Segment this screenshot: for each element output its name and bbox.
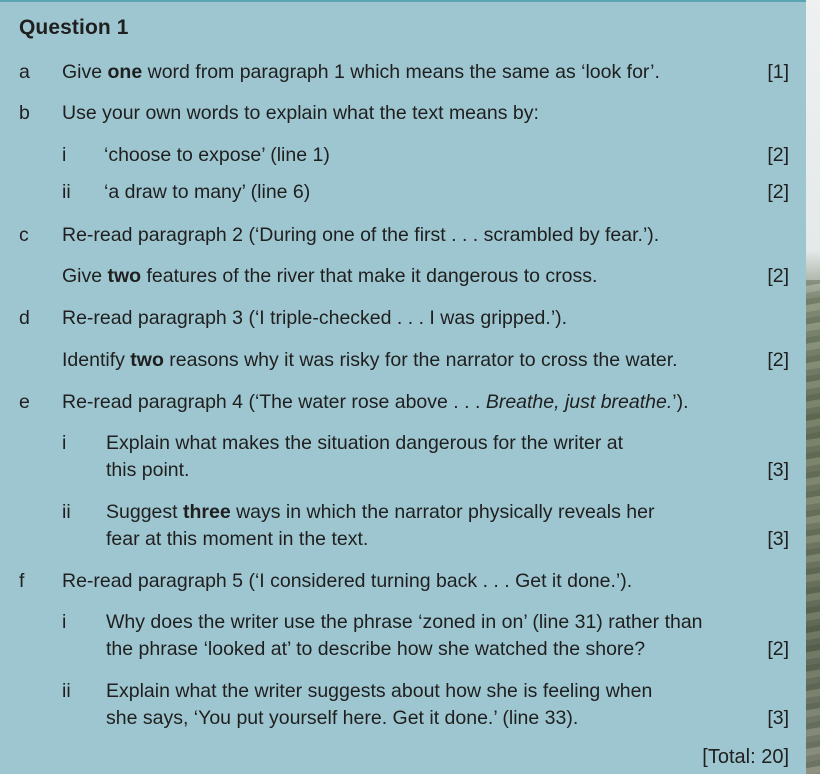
- question-e-ii-line1: Suggest three ways in which the narrator physically reveals her: [106, 501, 655, 523]
- background-landscape-photo: [805, 0, 820, 774]
- question-b-i-marks: [2]: [767, 144, 789, 166]
- question-f-ii-line1: Explain what the writer suggests about how she is feeling when: [106, 680, 653, 702]
- question-d-label: d: [19, 307, 30, 329]
- question-a-label: a: [19, 61, 30, 83]
- question-f-ii-label: ii: [62, 680, 71, 702]
- question-b-ii-text: ‘a draw to many’ (line 6): [104, 181, 311, 203]
- question-f-i-line1: Why does the writer use the phrase ‘zoned in on’ (line 31) rather than: [106, 611, 703, 633]
- question-e-ii-line2: fear at this moment in the text.: [106, 528, 369, 550]
- question-e-label: e: [19, 391, 30, 413]
- question-d-task-text: Identify two reasons why it was risky for the narrator to cross the water.: [62, 349, 678, 371]
- question-b-i-label: i: [62, 144, 67, 166]
- question-c-task-text: Give two features of the river that make it dangerous to cross.: [62, 265, 598, 287]
- question-b-i-text: ‘choose to expose’ (line 1): [104, 144, 330, 166]
- question-b-label: b: [19, 102, 30, 124]
- question-e-i-label: i: [62, 432, 67, 454]
- question-c-label: c: [19, 224, 29, 246]
- question-f-ii-marks: [3]: [767, 707, 789, 729]
- question-f-i-marks: [2]: [767, 638, 789, 660]
- question-f-label: f: [19, 570, 25, 592]
- question-title: Question 1: [19, 16, 129, 39]
- question-f-ii-line2: she says, ‘You put yourself here. Get it done.’ (line 33).: [106, 707, 579, 729]
- question-e-i-marks: [3]: [767, 459, 789, 481]
- question-e-i-line1: Explain what makes the situation dangerous for the writer at: [106, 432, 624, 454]
- question-e-text: Re-read paragraph 4 (‘The water rose above . . . Breathe, just breathe.’).: [62, 391, 689, 413]
- question-d-text: Re-read paragraph 3 (‘I triple-checked . . . I was gripped.’).: [62, 307, 568, 329]
- question-d-marks: [2]: [767, 349, 789, 371]
- question-e-ii-label: ii: [62, 501, 71, 523]
- total-marks: [Total: 20]: [702, 746, 789, 768]
- question-b-ii-marks: [2]: [767, 181, 789, 203]
- question-e-i-line2: this point.: [106, 459, 190, 481]
- question-b-ii-label: ii: [62, 181, 71, 203]
- question-c-marks: [2]: [767, 265, 789, 287]
- question-a-text: Give one word from paragraph 1 which means the same as ‘look for’.: [62, 61, 660, 83]
- question-e-ii-marks: [3]: [767, 528, 789, 550]
- question-c-text: Re-read paragraph 2 (‘During one of the first . . . scrambled by fear.’).: [62, 224, 660, 246]
- question-f-i-label: i: [62, 611, 67, 633]
- question-a-marks: [1]: [767, 61, 789, 83]
- question-b-text: Use your own words to explain what the text means by:: [62, 102, 539, 124]
- question-f-text: Re-read paragraph 5 (‘I considered turning back . . . Get it done.’).: [62, 570, 633, 592]
- question-f-i-line2: the phrase ‘looked at’ to describe how she watched the shore?: [106, 638, 646, 660]
